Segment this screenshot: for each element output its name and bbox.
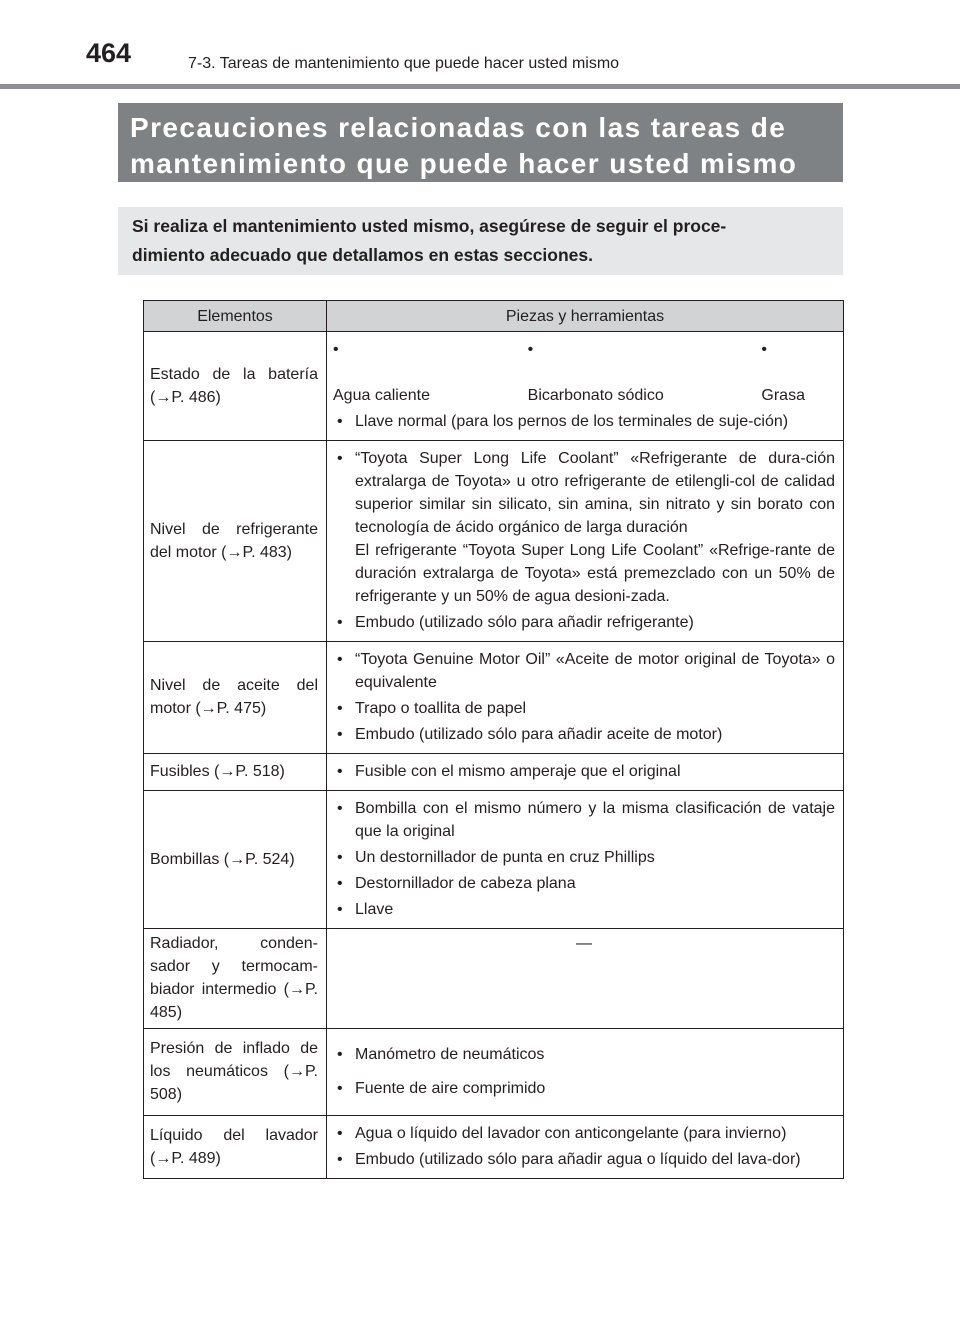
table-row (144, 929, 844, 1029)
list-item: • Trapo o toallita de papel (337, 700, 527, 717)
page-number: 464 (86, 38, 132, 68)
list-item: • Embudo (utilizado sólo para añadir aceite de motor) (337, 726, 723, 743)
parts-cell (327, 332, 844, 441)
page-title (118, 103, 843, 182)
parts-cell (327, 441, 844, 642)
list-item: • Embudo (utilizado sólo para añadir refrigerante) (337, 614, 694, 631)
list-item: • Llave normal (para los pernos de los terminales de suje-ción) (337, 413, 789, 430)
table-row (144, 1116, 844, 1179)
element-cell: Nivel de refrigerante del motor (→P. 483) (144, 441, 327, 642)
list-item: • Bombilla con el mismo número y la misma clasificación de vataje que la original (337, 800, 835, 840)
parts-cell (327, 754, 844, 791)
list-item: • Fuente de aire comprimido (337, 1080, 546, 1097)
coolant-note: El refrigerante “Toyota Super Long Life Coolant” «Refrige-rante de duración extralarga de Toyota» está premezclado con un 50% de refrigerante y un 50% de agua desioni-zada. (355, 542, 835, 605)
element-cell: Estado de la batería (→P. 486) (144, 332, 327, 441)
element-cell: Líquido del lavador (→P. 489) (144, 1116, 327, 1179)
element-cell: Presión de inflado de los neumáticos (→P. 508) (144, 1029, 327, 1116)
table-row (144, 332, 844, 441)
intro-line2: dimiento adecuado que detallamos en estas secciones. (132, 245, 593, 265)
parts-table (143, 300, 844, 1179)
table-row (144, 441, 844, 642)
section-title: 7-3. Tareas de mantenimiento que puede hacer usted mismo (188, 55, 620, 72)
parts-cell (327, 1116, 844, 1179)
header-rule (0, 84, 960, 89)
element-cell: Nivel de aceite del motor (→P. 475) (144, 642, 327, 754)
table-row (144, 642, 844, 754)
list-item: • Llave (337, 901, 394, 918)
column-header-elements: Elementos (144, 301, 327, 332)
intro-box (118, 207, 843, 275)
list-item: • “Toyota Super Long Life Coolant” «Refrigerante de dura-ción extralarga de Toyota» u otro refrigerante de etilengli-col de calidad superior similar sin silicato, sin amina, sin nitrato y sin borato con tecnología de ácido orgánico de larga duración El refrigerante “Toyota Super Long Life Coolant” «Refrige-rante de duración extralarga de Toyota» está premezclado con un 50% de refrigerante y un 50% de agua desioni-zada. (333, 447, 835, 608)
table-row (144, 754, 844, 791)
list-item: • Agua o líquido del lavador con anticongelante (para invierno) (337, 1125, 787, 1142)
table-header-row (144, 301, 844, 332)
table-row (144, 1029, 844, 1116)
list-item: • Un destornillador de punta en cruz Phillips (337, 849, 655, 866)
page-title-line1: Precauciones relacionadas con las tareas de (130, 112, 787, 143)
list-item: • Embudo (utilizado sólo para añadir agua o líquido del lava-dor) (337, 1151, 801, 1168)
element-cell: Radiador, conden-sador y termocam-biador intermedio (→P. 485) (144, 929, 327, 1029)
parts-cell (327, 642, 844, 754)
list-item: • Grasa (761, 341, 805, 404)
page-header (0, 0, 960, 90)
list-item: • Manómetro de neumáticos (337, 1046, 545, 1063)
parts-cell (327, 1029, 844, 1116)
element-cell: Bombillas (→P. 524) (144, 791, 327, 929)
parts-cell-dash: — (327, 929, 844, 1029)
table-row (144, 791, 844, 929)
list-item: • Destornillador de cabeza plana (337, 875, 576, 892)
intro-line1: Si realiza el mantenimiento usted mismo, asegúrese de seguir el proce- (132, 216, 727, 236)
list-item: • “Toyota Genuine Motor Oil” «Aceite de motor original de Toyota» o equivalente (337, 651, 835, 691)
list-item: • Agua caliente (333, 341, 430, 404)
page-title-line2: mantenimiento que puede hacer usted mismo (130, 148, 798, 179)
parts-cell (327, 791, 844, 929)
inline-items (333, 338, 835, 407)
list-item: • Fusible con el mismo amperaje que el original (337, 763, 681, 780)
column-header-parts: Piezas y herramientas (327, 301, 844, 332)
element-cell: Fusibles (→P. 518) (144, 754, 327, 791)
list-item: • Bicarbonato sódico (527, 341, 664, 404)
